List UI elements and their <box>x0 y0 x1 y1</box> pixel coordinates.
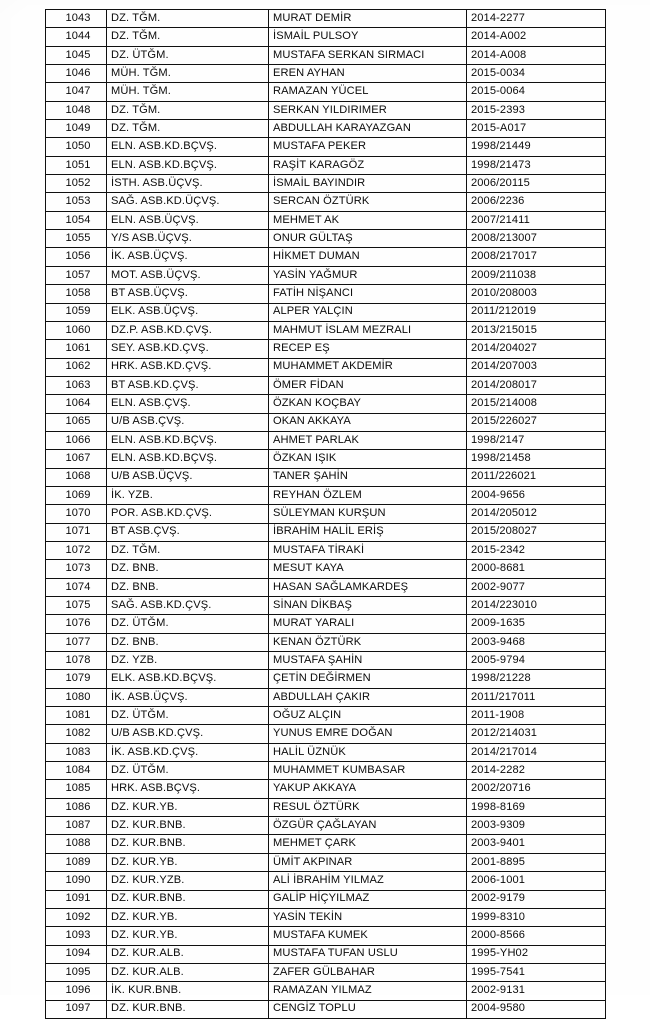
person-name: KENAN ÖZTÜRK <box>269 633 467 651</box>
rank-title: İK. KUR.BNB. <box>107 982 269 1000</box>
table-row <box>46 743 606 761</box>
rank-title: DZ. KUR.ALB. <box>107 963 269 981</box>
row-number: 1092 <box>46 908 107 926</box>
rank-title: DZ. BNB. <box>107 578 269 596</box>
rank-title: Y/S ASB.ÜÇVŞ. <box>107 230 269 248</box>
person-name: RESUL ÖZTÜRK <box>269 798 467 816</box>
person-name: ALİ İBRAHİM YILMAZ <box>269 872 467 890</box>
table-row <box>46 1000 606 1018</box>
table-row <box>46 762 606 780</box>
person-name: HİKMET DUMAN <box>269 248 467 266</box>
registration-number: 2014/223010 <box>467 597 606 615</box>
rank-title: DZ. ÜTĞM. <box>107 707 269 725</box>
registration-number: 2014/217014 <box>467 743 606 761</box>
person-name: HASAN SAĞLAMKARDEŞ <box>269 578 467 596</box>
row-number: 1089 <box>46 853 107 871</box>
row-number: 1049 <box>46 120 107 138</box>
table-row <box>46 523 606 541</box>
row-number: 1050 <box>46 138 107 156</box>
person-name: GALİP HİÇYILMAZ <box>269 890 467 908</box>
rank-title: SAĞ. ASB.KD.ÜÇVŞ. <box>107 193 269 211</box>
rank-title: U/B ASB.KD.ÇVŞ. <box>107 725 269 743</box>
row-number: 1096 <box>46 982 107 1000</box>
person-name: SERCAN ÖZTÜRK <box>269 193 467 211</box>
table-row <box>46 431 606 449</box>
person-name: MUHAMMET KUMBASAR <box>269 762 467 780</box>
table-row <box>46 120 606 138</box>
registration-number: 2014/204027 <box>467 340 606 358</box>
person-name: ÇETİN DEĞİRMEN <box>269 670 467 688</box>
row-number: 1074 <box>46 578 107 596</box>
table-row <box>46 340 606 358</box>
rank-title: BT ASB.ÇVŞ. <box>107 523 269 541</box>
rank-title: ELK. ASB.KD.BÇVŞ. <box>107 670 269 688</box>
person-name: ALPER YALÇIN <box>269 303 467 321</box>
person-name: SÜLEYMAN KURŞUN <box>269 505 467 523</box>
table-row <box>46 175 606 193</box>
table-row <box>46 963 606 981</box>
row-number: 1063 <box>46 376 107 394</box>
rank-title: İK. ASB.ÜÇVŞ. <box>107 248 269 266</box>
table-row <box>46 541 606 559</box>
row-number: 1056 <box>46 248 107 266</box>
rank-title: DZ. KUR.BNB. <box>107 817 269 835</box>
registration-number: 2000-8681 <box>467 560 606 578</box>
person-name: RAMAZAN YILMAZ <box>269 982 467 1000</box>
rank-title: DZ. ÜTĞM. <box>107 762 269 780</box>
roster-table-body <box>46 10 606 1019</box>
registration-number: 2009/211038 <box>467 266 606 284</box>
person-name: RAŞİT KARAGÖZ <box>269 156 467 174</box>
row-number: 1064 <box>46 395 107 413</box>
registration-number: 2009-1635 <box>467 615 606 633</box>
registration-number: 1998/2147 <box>467 431 606 449</box>
person-name: MURAT DEMİR <box>269 10 467 28</box>
registration-number: 1995-YH02 <box>467 945 606 963</box>
registration-number: 2006/20115 <box>467 175 606 193</box>
table-row <box>46 83 606 101</box>
person-name: MUSTAFA SERKAN SIRMACI <box>269 46 467 64</box>
row-number: 1044 <box>46 28 107 46</box>
row-number: 1055 <box>46 230 107 248</box>
table-row <box>46 505 606 523</box>
table-row <box>46 688 606 706</box>
row-number: 1065 <box>46 413 107 431</box>
table-row <box>46 10 606 28</box>
row-number: 1052 <box>46 175 107 193</box>
table-row <box>46 670 606 688</box>
person-name: FATİH NİŞANCI <box>269 285 467 303</box>
person-name: ONUR GÜLTAŞ <box>269 230 467 248</box>
registration-number: 2011/226021 <box>467 468 606 486</box>
rank-title: HRK. ASB.KD.ÇVŞ. <box>107 358 269 376</box>
rank-title: DZ. KUR.BNB. <box>107 1000 269 1018</box>
person-name: TANER ŞAHİN <box>269 468 467 486</box>
registration-number: 1998/21228 <box>467 670 606 688</box>
table-row <box>46 266 606 284</box>
row-number: 1077 <box>46 633 107 651</box>
table-row <box>46 395 606 413</box>
person-name: MESUT KAYA <box>269 560 467 578</box>
rank-title: MOT. ASB.ÜÇVŞ. <box>107 266 269 284</box>
table-row <box>46 321 606 339</box>
rank-title: DZ. KUR.YB. <box>107 908 269 926</box>
table-row <box>46 982 606 1000</box>
row-number: 1051 <box>46 156 107 174</box>
rank-title: İK. ASB.KD.ÇVŞ. <box>107 743 269 761</box>
rank-title: İSTH. ASB.ÜÇVŞ. <box>107 175 269 193</box>
person-name: ZAFER GÜLBAHAR <box>269 963 467 981</box>
rank-title: ELN. ASB.ÇVŞ. <box>107 395 269 413</box>
table-row <box>46 798 606 816</box>
table-row <box>46 28 606 46</box>
table-row <box>46 615 606 633</box>
row-number: 1085 <box>46 780 107 798</box>
row-number: 1062 <box>46 358 107 376</box>
table-row <box>46 248 606 266</box>
rank-title: ELN. ASB.KD.BÇVŞ. <box>107 431 269 449</box>
row-number: 1046 <box>46 65 107 83</box>
person-name: YASİN YAĞMUR <box>269 266 467 284</box>
row-number: 1083 <box>46 743 107 761</box>
rank-title: MÜH. TĞM. <box>107 65 269 83</box>
registration-number: 2004-9656 <box>467 486 606 504</box>
person-name: MUSTAFA PEKER <box>269 138 467 156</box>
person-name: OĞUZ ALÇIN <box>269 707 467 725</box>
row-number: 1095 <box>46 963 107 981</box>
person-name: MUHAMMET AKDEMİR <box>269 358 467 376</box>
row-number: 1079 <box>46 670 107 688</box>
table-row <box>46 138 606 156</box>
rank-title: DZ. TĞM. <box>107 10 269 28</box>
registration-number: 2015-2393 <box>467 101 606 119</box>
registration-number: 2015-A017 <box>467 120 606 138</box>
rank-title: POR. ASB.KD.ÇVŞ. <box>107 505 269 523</box>
row-number: 1076 <box>46 615 107 633</box>
row-number: 1067 <box>46 450 107 468</box>
table-row <box>46 578 606 596</box>
rank-title: ELK. ASB.ÜÇVŞ. <box>107 303 269 321</box>
rank-title: DZ. KUR.BNB. <box>107 835 269 853</box>
registration-number: 1998/21449 <box>467 138 606 156</box>
row-number: 1048 <box>46 101 107 119</box>
table-row <box>46 872 606 890</box>
registration-number: 2003-9468 <box>467 633 606 651</box>
rank-title: DZ. BNB. <box>107 633 269 651</box>
rank-title: DZ. TĞM. <box>107 101 269 119</box>
registration-number: 2004-9580 <box>467 1000 606 1018</box>
rank-title: İK. ASB.ÜÇVŞ. <box>107 688 269 706</box>
registration-number: 2003-9401 <box>467 835 606 853</box>
registration-number: 2011-1908 <box>467 707 606 725</box>
rank-title: DZ. TĞM. <box>107 28 269 46</box>
rank-title: MÜH. TĞM. <box>107 83 269 101</box>
table-row <box>46 927 606 945</box>
row-number: 1090 <box>46 872 107 890</box>
row-number: 1053 <box>46 193 107 211</box>
row-number: 1082 <box>46 725 107 743</box>
row-number: 1072 <box>46 541 107 559</box>
table-row <box>46 890 606 908</box>
registration-number: 2007/21411 <box>467 211 606 229</box>
rank-title: HRK. ASB.BÇVŞ. <box>107 780 269 798</box>
person-name: MAHMUT İSLAM MEZRALI <box>269 321 467 339</box>
rank-title: DZ. KUR.ALB. <box>107 945 269 963</box>
table-row <box>46 450 606 468</box>
table-row <box>46 908 606 926</box>
registration-number: 2015/214008 <box>467 395 606 413</box>
row-number: 1069 <box>46 486 107 504</box>
person-name: YUNUS EMRE DOĞAN <box>269 725 467 743</box>
row-number: 1043 <box>46 10 107 28</box>
row-number: 1071 <box>46 523 107 541</box>
table-row <box>46 468 606 486</box>
registration-number: 2014-A002 <box>467 28 606 46</box>
registration-number: 2015/226027 <box>467 413 606 431</box>
registration-number: 2014-2282 <box>467 762 606 780</box>
registration-number: 2003-9309 <box>467 817 606 835</box>
rank-title: ELN. ASB.KD.BÇVŞ. <box>107 450 269 468</box>
table-row <box>46 652 606 670</box>
registration-number: 2001-8895 <box>467 853 606 871</box>
rank-title: DZ. KUR.YB. <box>107 798 269 816</box>
table-row <box>46 633 606 651</box>
table-row <box>46 376 606 394</box>
registration-number: 1998/21458 <box>467 450 606 468</box>
rank-title: U/B ASB.ÇVŞ. <box>107 413 269 431</box>
row-number: 1086 <box>46 798 107 816</box>
table-row <box>46 193 606 211</box>
registration-number: 2002-9131 <box>467 982 606 1000</box>
table-row <box>46 853 606 871</box>
rank-title: DZ. ÜTĞM. <box>107 46 269 64</box>
row-number: 1059 <box>46 303 107 321</box>
table-row <box>46 303 606 321</box>
person-name: RECEP EŞ <box>269 340 467 358</box>
row-number: 1097 <box>46 1000 107 1018</box>
registration-number: 2011/212019 <box>467 303 606 321</box>
row-number: 1081 <box>46 707 107 725</box>
table-row <box>46 285 606 303</box>
rank-title: DZ. TĞM. <box>107 120 269 138</box>
table-row <box>46 707 606 725</box>
person-name: RAMAZAN YÜCEL <box>269 83 467 101</box>
person-name: ÖZKAN IŞIK <box>269 450 467 468</box>
row-number: 1047 <box>46 83 107 101</box>
row-number: 1060 <box>46 321 107 339</box>
rank-title: DZ. BNB. <box>107 560 269 578</box>
row-number: 1094 <box>46 945 107 963</box>
registration-number: 2010/208003 <box>467 285 606 303</box>
row-number: 1068 <box>46 468 107 486</box>
person-name: MUSTAFA TİRAKİ <box>269 541 467 559</box>
roster-table <box>45 9 606 1019</box>
row-number: 1057 <box>46 266 107 284</box>
rank-title: DZ. KUR.YB. <box>107 927 269 945</box>
registration-number: 2006/2236 <box>467 193 606 211</box>
registration-number: 1999-8310 <box>467 908 606 926</box>
person-name: MEHMET ÇARK <box>269 835 467 853</box>
table-row <box>46 101 606 119</box>
row-number: 1073 <box>46 560 107 578</box>
rank-title: DZ. KUR.YB. <box>107 853 269 871</box>
table-row <box>46 46 606 64</box>
person-name: ÜMİT AKPINAR <box>269 853 467 871</box>
person-name: ÖZKAN KOÇBAY <box>269 395 467 413</box>
table-row <box>46 211 606 229</box>
person-name: HALİL ÜZNÜK <box>269 743 467 761</box>
table-row <box>46 413 606 431</box>
rank-title: SAĞ. ASB.KD.ÇVŞ. <box>107 597 269 615</box>
roster-table-container <box>45 9 605 1019</box>
registration-number: 2006-1001 <box>467 872 606 890</box>
row-number: 1061 <box>46 340 107 358</box>
person-name: ABDULLAH ÇAKIR <box>269 688 467 706</box>
person-name: YAKUP AKKAYA <box>269 780 467 798</box>
rank-title: DZ. ÜTĞM. <box>107 615 269 633</box>
rank-title: DZ. KUR.YZB. <box>107 872 269 890</box>
row-number: 1093 <box>46 927 107 945</box>
table-row <box>46 560 606 578</box>
row-number: 1054 <box>46 211 107 229</box>
registration-number: 2008/213007 <box>467 230 606 248</box>
rank-title: ELN. ASB.ÜÇVŞ. <box>107 211 269 229</box>
registration-number: 2011/217011 <box>467 688 606 706</box>
rank-title: ELN. ASB.KD.BÇVŞ. <box>107 138 269 156</box>
registration-number: 2014/205012 <box>467 505 606 523</box>
person-name: MUSTAFA ŞAHİN <box>269 652 467 670</box>
row-number: 1091 <box>46 890 107 908</box>
rank-title: ELN. ASB.KD.BÇVŞ. <box>107 156 269 174</box>
registration-number: 2012/214031 <box>467 725 606 743</box>
registration-number: 2014-A008 <box>467 46 606 64</box>
rank-title: SEY. ASB.KD.ÇVŞ. <box>107 340 269 358</box>
table-row <box>46 230 606 248</box>
registration-number: 1998/21473 <box>467 156 606 174</box>
registration-number: 2013/215015 <box>467 321 606 339</box>
person-name: SERKAN YILDIRIMER <box>269 101 467 119</box>
registration-number: 2005-9794 <box>467 652 606 670</box>
table-row <box>46 945 606 963</box>
person-name: MURAT YARALI <box>269 615 467 633</box>
row-number: 1087 <box>46 817 107 835</box>
table-row <box>46 725 606 743</box>
registration-number: 2015-0034 <box>467 65 606 83</box>
rank-title: U/B ASB.ÜÇVŞ. <box>107 468 269 486</box>
registration-number: 1998-8169 <box>467 798 606 816</box>
person-name: ABDULLAH KARAYAZGAN <box>269 120 467 138</box>
registration-number: 2014-2277 <box>467 10 606 28</box>
rank-title: DZ. TĞM. <box>107 541 269 559</box>
row-number: 1070 <box>46 505 107 523</box>
row-number: 1088 <box>46 835 107 853</box>
table-row <box>46 835 606 853</box>
row-number: 1066 <box>46 431 107 449</box>
row-number: 1084 <box>46 762 107 780</box>
rank-title: DZ.P. ASB.KD.ÇVŞ. <box>107 321 269 339</box>
person-name: OKAN AKKAYA <box>269 413 467 431</box>
row-number: 1045 <box>46 46 107 64</box>
person-name: İBRAHİM HALİL ERİŞ <box>269 523 467 541</box>
registration-number: 2002/20716 <box>467 780 606 798</box>
person-name: REYHAN ÖZLEM <box>269 486 467 504</box>
registration-number: 2015-0064 <box>467 83 606 101</box>
rank-title: BT ASB.ÜÇVŞ. <box>107 285 269 303</box>
registration-number: 2015-2342 <box>467 541 606 559</box>
table-row <box>46 65 606 83</box>
person-name: İSMAİL PULSOY <box>269 28 467 46</box>
person-name: İSMAİL BAYINDIR <box>269 175 467 193</box>
person-name: MEHMET AK <box>269 211 467 229</box>
table-row <box>46 817 606 835</box>
registration-number: 2002-9077 <box>467 578 606 596</box>
person-name: AHMET PARLAK <box>269 431 467 449</box>
person-name: YASİN TEKİN <box>269 908 467 926</box>
registration-number: 2008/217017 <box>467 248 606 266</box>
rank-title: DZ. YZB. <box>107 652 269 670</box>
registration-number: 1995-7541 <box>467 963 606 981</box>
person-name: ÖMER FİDAN <box>269 376 467 394</box>
person-name: MUSTAFA TUFAN USLU <box>269 945 467 963</box>
registration-number: 2014/207003 <box>467 358 606 376</box>
table-row <box>46 358 606 376</box>
person-name: ÖZGÜR ÇAĞLAYAN <box>269 817 467 835</box>
row-number: 1075 <box>46 597 107 615</box>
registration-number: 2015/208027 <box>467 523 606 541</box>
table-row <box>46 156 606 174</box>
table-row <box>46 780 606 798</box>
table-row <box>46 597 606 615</box>
table-row <box>46 486 606 504</box>
person-name: MUSTAFA KUMEK <box>269 927 467 945</box>
row-number: 1080 <box>46 688 107 706</box>
rank-title: DZ. KUR.BNB. <box>107 890 269 908</box>
rank-title: BT ASB.KD.ÇVŞ. <box>107 376 269 394</box>
row-number: 1078 <box>46 652 107 670</box>
registration-number: 2000-8566 <box>467 927 606 945</box>
person-name: CENGİZ TOPLU <box>269 1000 467 1018</box>
person-name: EREN AYHAN <box>269 65 467 83</box>
rank-title: İK. YZB. <box>107 486 269 504</box>
row-number: 1058 <box>46 285 107 303</box>
person-name: SİNAN DİKBAŞ <box>269 597 467 615</box>
registration-number: 2002-9179 <box>467 890 606 908</box>
registration-number: 2014/208017 <box>467 376 606 394</box>
